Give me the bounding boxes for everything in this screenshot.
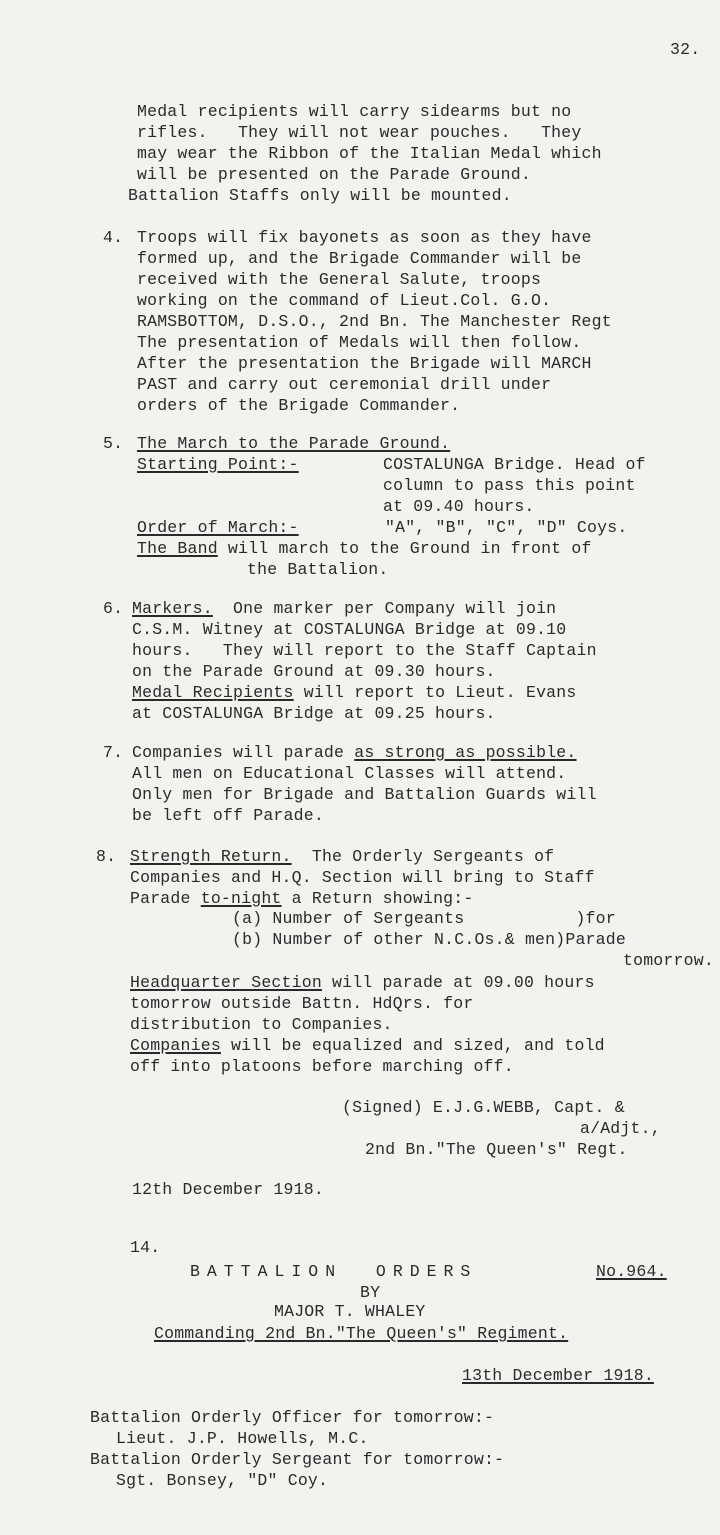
starting-point-line-2: column to pass this point <box>383 476 636 495</box>
para4-line-4: working on the command of Lieut.Col. G.O. <box>137 291 552 310</box>
signature-line-3: 2nd Bn."The Queen's" Regt. <box>365 1140 628 1159</box>
para8-line-2: Companies and H.Q. Section will bring to Staff <box>130 868 595 887</box>
companies-line-2: off into platoons before marching off. <box>130 1057 514 1076</box>
band-rest: will march to the Ground in front of <box>217 539 592 558</box>
orders-by: BY <box>360 1283 381 1302</box>
hq-line-3: distribution to Companies. <box>130 1015 393 1034</box>
return-item-tail: tomorrow. <box>623 951 714 970</box>
orders-number: No.964. <box>596 1262 667 1281</box>
companies-line-1 <box>130 1036 605 1057</box>
companies-label: Companies <box>130 1036 221 1055</box>
starting-point-line-1: COSTALUNGA Bridge. Head of <box>383 455 646 474</box>
para8-line-3-rest: a Return showing:- <box>281 889 474 908</box>
hq-line-1-rest: will parade at 09.00 hours <box>321 973 595 992</box>
date-13-december: 13th December 1918. <box>462 1366 654 1385</box>
para4-line-9: orders of the Brigade Commander. <box>137 396 461 415</box>
para4-number: 4. <box>103 228 124 247</box>
para4-line-6: The presentation of Medals will then follow. <box>137 333 582 352</box>
para4-line-2: formed up, and the Brigade Commander will be <box>137 249 582 268</box>
duties-line-3: Battalion Orderly Sergeant for tomorrow:- <box>90 1450 505 1469</box>
para7-line-3: Only men for Brigade and Battalion Guards will <box>132 785 597 804</box>
para5-number: 5. <box>103 434 124 453</box>
para5-heading: The March to the Parade Ground. <box>137 434 451 453</box>
orders-major: MAJOR T. WHALEY <box>274 1302 426 1321</box>
para6-number: 6. <box>103 599 124 618</box>
companies-line-1-rest: will be equalized and sized, and told <box>220 1036 605 1055</box>
intro-line-3: may wear the Ribbon of the Italian Medal which <box>137 144 602 163</box>
para4-line-3: received with the General Salute, troops <box>137 270 542 289</box>
para7-number: 7. <box>103 743 124 762</box>
medal-recipients-label: Medal Recipients <box>132 683 294 702</box>
para4-line-7: After the presentation the Brigade will MARCH <box>137 354 592 373</box>
para6-line-5 <box>132 683 577 704</box>
hq-section-label: Headquarter Section <box>130 973 322 992</box>
intro-line-5: Battalion Staffs only will be mounted. <box>128 186 512 205</box>
para7-line-1-start: Companies will parade <box>132 743 355 762</box>
duties-line-2: Lieut. J.P. Howells, M.C. <box>116 1429 369 1448</box>
intro-line-4: will be presented on the Parade Ground. <box>137 165 531 184</box>
battalion-orders-title: BATTALION ORDERS <box>190 1262 478 1281</box>
para6-line-1-rest: One marker per Company will join <box>212 599 557 618</box>
return-item-b: (b) Number of other N.C.Os.& men)Parade <box>232 930 626 949</box>
hq-line-1 <box>130 973 595 994</box>
para7-line-4: be left off Parade. <box>132 806 324 825</box>
strong-as-possible: as strong as possible. <box>354 743 577 762</box>
date-12-december: 12th December 1918. <box>132 1180 324 1199</box>
para6-line-4: on the Parade Ground at 09.30 hours. <box>132 662 496 681</box>
para8-line-1-rest: The Orderly Sergeants of <box>291 847 555 866</box>
para8-line-1 <box>130 847 554 868</box>
return-item-a: (a) Number of Sergeants )for <box>232 909 616 928</box>
starting-point-line-3: at 09.40 hours. <box>383 497 535 516</box>
band-line-2: the Battalion. <box>247 560 389 579</box>
order-of-march-value: "A", "B", "C", "D" Coys. <box>385 518 628 537</box>
para8-line-3 <box>130 889 473 910</box>
para8-line-3-start: Parade <box>130 889 201 908</box>
para8-number: 8. <box>96 847 117 866</box>
intro-line-1: Medal recipients will carry sidearms but no <box>137 102 572 121</box>
para4-line-8: PAST and carry out ceremonial drill under <box>137 375 552 394</box>
band-line <box>137 539 592 560</box>
strength-return-label: Strength Return. <box>130 847 292 866</box>
para6-line-5-rest: will report to Lieut. Evans <box>293 683 577 702</box>
para4-line-5: RAMSBOTTOM, D.S.O., 2nd Bn. The Manchester Regt <box>137 312 612 331</box>
para6-line-3: hours. They will report to the Staff Captain <box>132 641 597 660</box>
para6-line-2: C.S.M. Witney at COSTALUNGA Bridge at 09.10 <box>132 620 567 639</box>
order-of-march-label: Order of March:- <box>137 518 299 537</box>
para7-line-1 <box>132 743 577 764</box>
para4-line-1: Troops will fix bayonets as soon as they have <box>137 228 592 247</box>
markers-label: Markers. <box>132 599 213 618</box>
duties-line-4: Sgt. Bonsey, "D" Coy. <box>116 1471 329 1490</box>
para6-line-6: at COSTALUNGA Bridge at 09.25 hours. <box>132 704 496 723</box>
para6-line-1 <box>132 599 556 620</box>
page-number: 32. <box>670 40 701 59</box>
para7-line-2: All men on Educational Classes will attend. <box>132 764 567 783</box>
band-label: The Band <box>137 539 218 558</box>
orders-commanding: Commanding 2nd Bn."The Queen's" Regiment. <box>154 1324 569 1343</box>
signature-line-1: (Signed) E.J.G.WEBB, Capt. & <box>342 1098 625 1117</box>
duties-line-1: Battalion Orderly Officer for tomorrow:- <box>90 1408 495 1427</box>
starting-point-label: Starting Point:- <box>137 455 299 474</box>
intro-line-2: rifles. They will not wear pouches. They <box>137 123 582 142</box>
section-number: 14. <box>130 1238 161 1257</box>
to-night: to-night <box>200 889 282 908</box>
signature-line-2: a/Adjt., <box>580 1119 661 1138</box>
hq-line-2: tomorrow outside Battn. HdQrs. for <box>130 994 474 1013</box>
